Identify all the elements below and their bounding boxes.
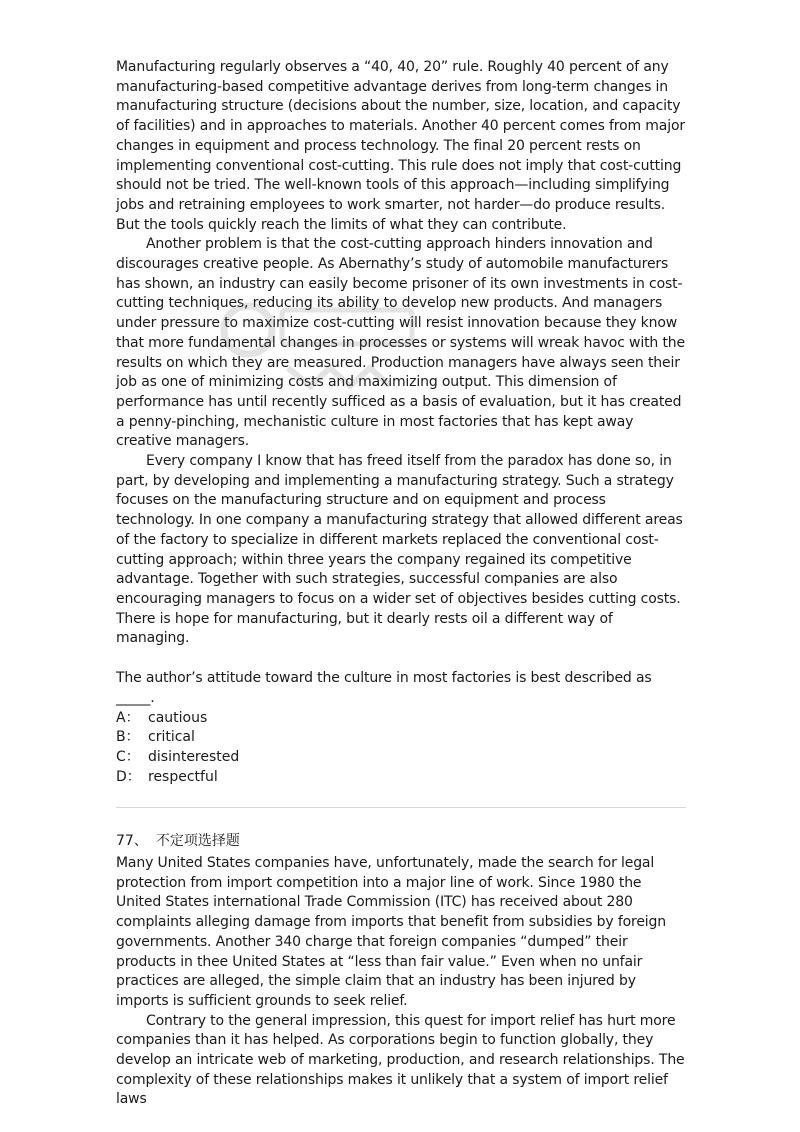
section-header — [116, 832, 686, 852]
option-key: B： — [116, 729, 140, 746]
next-paragraph-2: Contrary to the general impression, this quest for import relief has hurt more companies than it has helped. As corporations begin to function globally, they develop an intricate web of marketing, production, and research relationships. The complexity of these relationships makes it unlikely that a system of import relief laws — [116, 1012, 685, 1108]
next-section — [116, 832, 686, 1110]
option-label: cautious — [148, 709, 208, 726]
option-key: C： — [116, 748, 140, 765]
option-label: disinterested — [148, 748, 240, 765]
option-b[interactable] — [116, 728, 686, 748]
question-text: The author’s attitude toward the culture in most factories is best described as _____. — [116, 670, 652, 706]
option-label: critical — [148, 729, 195, 746]
document-page — [116, 58, 686, 1110]
passage-paragraph-1: Manufacturing regularly observes a “40, 40, 20” rule. Roughly 40 percent of any manufacturing-based competitive advantage derives from long-term changes in manufacturing structure (decisions about the number, size, location, and capacity of facilities) and in approaches to materials. Another 40 percent comes from major changes in equipment and process technology. The final 20 percent rests on implementing conventional cost-cutting. This rule does not imply that cost-cutting should not be tried. The well-known tools of this approach—including simplifying jobs and retraining employees to work smarter, not harder—do produce results. But the tools quickly reach the limits of what they can contribute. — [116, 59, 685, 233]
passage-paragraph-3: Every company I know that has freed itself from the paradox has done so, in part, by developing and implementing a manufacturing strategy. Such a strategy focuses on the manufacturing structure and on equipment and process technology. In one company a manufacturing strategy that allowed different areas of the factory to specialize in different markets replaced the conventional cost-cutting approach; within three years the company regained its competitive advantage. Together with such strategies, successful companies are also encouraging managers to focus on a wider set of objectives besides cutting costs. There is hope for manufacturing, but it dearly rests oil a different way of managing. — [116, 453, 683, 647]
option-c[interactable] — [116, 748, 686, 768]
answer-options — [116, 709, 686, 788]
question-block — [116, 669, 686, 787]
option-d[interactable] — [116, 768, 686, 788]
option-label: respectful — [148, 768, 218, 785]
option-a[interactable] — [116, 709, 686, 729]
section-divider — [116, 807, 686, 808]
passage-paragraph-2: Another problem is that the cost-cutting approach hinders innovation and discourages creative people. As Abernathy’s study of automobile manufacturers has shown, an industry can easily become prisoner of its own investments in cost-cutting techniques, reducing its ability to develop new products. And managers under pressure to maximize cost-cutting will resist innovation because they know that more fundamental changes in processes or systems will wreak havoc with the results on which they are measured. Production managers have always seen their job as one of minimizing costs and maximizing output. This dimension of performance has until recently sufficed as a basis of evaluation, but it has created a penny-pinching, mechanistic culture in most factories that has kept away creative managers. — [116, 236, 685, 450]
section-type: 不定项选择题 — [155, 833, 240, 850]
next-paragraph-1: Many United States companies have, unfortunately, made the search for legal protection from import competition into a major line of work. Since 1980 the United States international Trade Commission (ITC) has received about 280 complaints alleging damage from imports that benefit from subsidies by foreign governments. Another 340 charge that foreign companies “dumped” their products in thee United States at “less than fair value.” Even when no unfair practices are alleged, the simple claim that an industry has been injured by imports is sufficient grounds to seek relief. — [116, 855, 666, 1009]
option-key: D： — [116, 768, 141, 785]
passage — [116, 58, 686, 649]
section-number: 77、 — [116, 833, 148, 850]
spacer — [116, 649, 686, 669]
option-key: A： — [116, 709, 140, 726]
